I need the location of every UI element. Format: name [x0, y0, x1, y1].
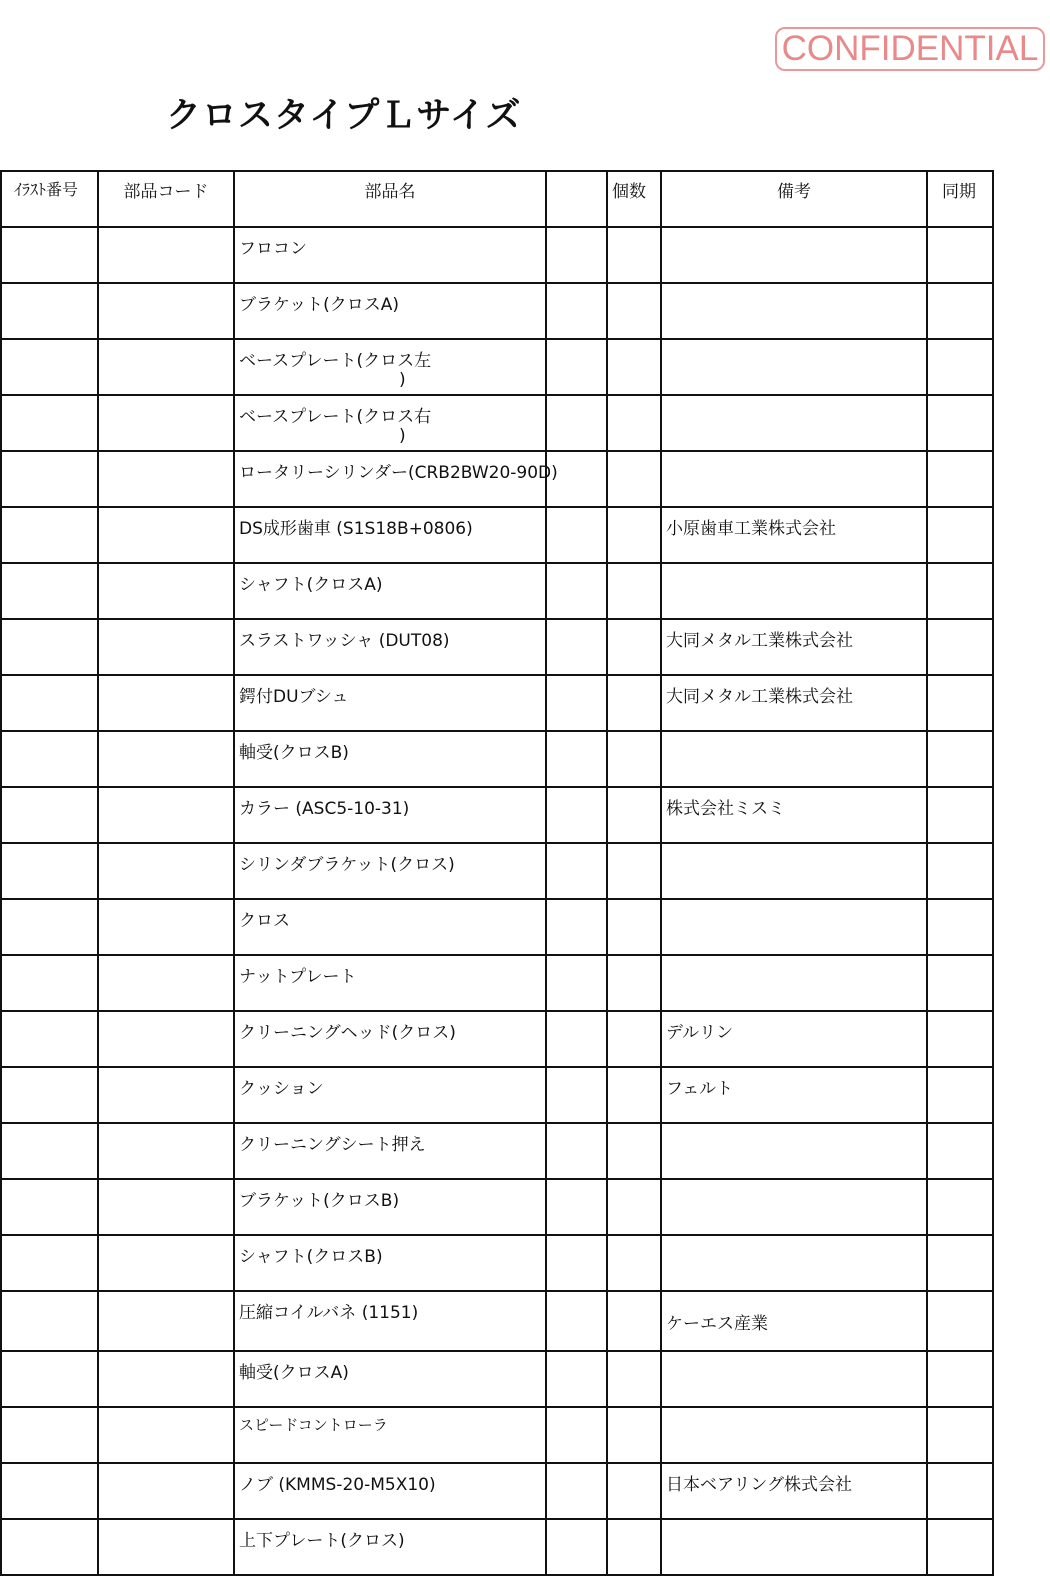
remark-text: デルリン	[666, 1023, 734, 1043]
part-name-cell	[234, 227, 546, 283]
qty-cell	[607, 1123, 661, 1179]
remarks-cell	[661, 1067, 927, 1123]
part-name: スラストワッシャ (DUT08)	[239, 631, 450, 651]
qty-cell	[607, 899, 661, 955]
blank-cell	[546, 507, 607, 563]
header-qty: 個数	[607, 171, 661, 227]
part-code-cell	[98, 1123, 234, 1179]
part-name: クリーニングヘッド(クロス)	[239, 1023, 456, 1043]
blank-cell	[546, 955, 607, 1011]
qty-cell	[607, 1011, 661, 1067]
table-row	[1, 1235, 993, 1291]
remarks-cell	[661, 1407, 927, 1463]
sync-cell	[927, 395, 993, 451]
part-code-cell	[98, 507, 234, 563]
part-code-cell	[98, 1519, 234, 1575]
blank-cell	[546, 1291, 607, 1351]
illust-no-cell	[1, 1123, 98, 1179]
part-name: 軸受(クロスA)	[239, 1363, 349, 1383]
part-name-cell	[234, 1291, 546, 1351]
sync-cell	[927, 1463, 993, 1519]
remark-text: 大同メタル工業株式会社	[666, 687, 853, 707]
illust-no-cell	[1, 731, 98, 787]
sync-cell	[927, 507, 993, 563]
part-name-continuation: )	[399, 370, 406, 390]
remarks-cell	[661, 1123, 927, 1179]
qty-cell	[607, 843, 661, 899]
qty-cell	[607, 787, 661, 843]
table-row	[1, 1291, 993, 1351]
part-code-cell	[98, 1291, 234, 1351]
qty-cell	[607, 1407, 661, 1463]
qty-cell	[607, 619, 661, 675]
part-name-cell	[234, 955, 546, 1011]
part-name: ブラケット(クロスA)	[239, 295, 400, 315]
illust-no-cell	[1, 955, 98, 1011]
part-name-cell	[234, 1011, 546, 1067]
qty-cell	[607, 1179, 661, 1235]
remarks-cell	[661, 563, 927, 619]
blank-cell	[546, 563, 607, 619]
illust-no-cell	[1, 227, 98, 283]
sync-cell	[927, 1351, 993, 1407]
remarks-cell	[661, 619, 927, 675]
part-code-cell	[98, 283, 234, 339]
remark-text: ケーエス産業	[666, 1313, 768, 1334]
part-name-cell	[234, 675, 546, 731]
remarks-cell	[661, 283, 927, 339]
sync-cell	[927, 563, 993, 619]
part-name-cell	[234, 507, 546, 563]
illust-no-cell	[1, 507, 98, 563]
blank-cell	[546, 619, 607, 675]
part-code-cell	[98, 1407, 234, 1463]
remark-text: 日本ベアリング株式会社	[666, 1475, 852, 1495]
part-code-cell	[98, 619, 234, 675]
part-code-cell	[98, 899, 234, 955]
illust-no-cell	[1, 339, 98, 395]
sync-cell	[927, 1067, 993, 1123]
sync-cell	[927, 227, 993, 283]
part-name: ベースプレート(クロス右	[239, 407, 432, 427]
header-illust-no: ｲﾗｽﾄ番号	[1, 171, 98, 227]
sync-cell	[927, 731, 993, 787]
blank-cell	[546, 787, 607, 843]
part-code-cell	[98, 1067, 234, 1123]
table-row	[1, 1067, 993, 1123]
illust-no-cell	[1, 1011, 98, 1067]
remark-text: 株式会社ミスミ	[666, 799, 785, 819]
part-name-cell	[234, 619, 546, 675]
sync-cell	[927, 1519, 993, 1575]
sync-cell	[927, 843, 993, 899]
qty-cell	[607, 227, 661, 283]
blank-cell	[546, 1067, 607, 1123]
qty-cell	[607, 339, 661, 395]
part-code-cell	[98, 843, 234, 899]
remarks-cell	[661, 843, 927, 899]
sync-cell	[927, 619, 993, 675]
sync-cell	[927, 899, 993, 955]
remarks-cell	[661, 507, 927, 563]
table-row	[1, 1351, 993, 1407]
remarks-cell	[661, 955, 927, 1011]
sync-cell	[927, 955, 993, 1011]
remarks-cell	[661, 731, 927, 787]
remark-text: 大同メタル工業株式会社	[666, 631, 853, 651]
qty-cell	[607, 955, 661, 1011]
part-name-cell	[234, 899, 546, 955]
illust-no-cell	[1, 1463, 98, 1519]
illust-no-cell	[1, 787, 98, 843]
qty-cell	[607, 563, 661, 619]
part-name-cell	[234, 395, 546, 451]
blank-cell	[546, 339, 607, 395]
qty-cell	[607, 1291, 661, 1351]
header-sync: 同期	[927, 171, 993, 227]
confidential-stamp: CONFIDENTIAL	[775, 27, 1045, 71]
part-name-cell	[234, 283, 546, 339]
blank-cell	[546, 1463, 607, 1519]
part-name-cell	[234, 787, 546, 843]
table-row	[1, 283, 993, 339]
table-row	[1, 955, 993, 1011]
illust-no-cell	[1, 395, 98, 451]
table-row	[1, 675, 993, 731]
illust-no-cell	[1, 563, 98, 619]
blank-cell	[546, 843, 607, 899]
sync-cell	[927, 1123, 993, 1179]
part-code-cell	[98, 1179, 234, 1235]
part-name: スピードコントローラ	[239, 1416, 388, 1434]
illust-no-cell	[1, 1351, 98, 1407]
qty-cell	[607, 507, 661, 563]
part-code-cell	[98, 227, 234, 283]
sync-cell	[927, 1291, 993, 1351]
remarks-cell	[661, 1291, 927, 1351]
qty-cell	[607, 283, 661, 339]
blank-cell	[546, 1011, 607, 1067]
part-code-cell	[98, 787, 234, 843]
part-name: シャフト(クロスB)	[239, 1247, 383, 1267]
qty-cell	[607, 731, 661, 787]
remarks-cell	[661, 1011, 927, 1067]
part-name: DS成形歯車 (S1S18B+0806)	[239, 519, 473, 539]
remarks-cell	[661, 1235, 927, 1291]
qty-cell	[607, 451, 661, 507]
illust-no-cell	[1, 1519, 98, 1575]
header-blank	[546, 171, 607, 227]
blank-cell	[546, 675, 607, 731]
part-code-cell	[98, 1235, 234, 1291]
header-row	[1, 171, 993, 227]
remarks-cell	[661, 227, 927, 283]
part-name: ノブ (KMMS-20-M5X10)	[239, 1475, 436, 1495]
table-row	[1, 1011, 993, 1067]
part-name: クロス	[239, 911, 290, 931]
blank-cell	[546, 731, 607, 787]
remarks-cell	[661, 899, 927, 955]
table-row	[1, 899, 993, 955]
part-name: 鍔付DUブシュ	[239, 687, 349, 707]
illust-no-cell	[1, 1407, 98, 1463]
remark-text: 小原歯車工業株式会社	[666, 519, 836, 539]
sync-cell	[927, 1179, 993, 1235]
part-name: ロータリーシリンダー(CRB2BW20-90D)	[239, 463, 558, 483]
part-code-cell	[98, 451, 234, 507]
blank-cell	[546, 1407, 607, 1463]
part-name-cell	[234, 1235, 546, 1291]
remarks-cell	[661, 395, 927, 451]
table-row	[1, 339, 993, 395]
blank-cell	[546, 395, 607, 451]
part-code-cell	[98, 1463, 234, 1519]
table-row	[1, 619, 993, 675]
remarks-cell	[661, 787, 927, 843]
part-name-cell	[234, 563, 546, 619]
blank-cell	[546, 227, 607, 283]
table-row	[1, 507, 993, 563]
part-name: カラー (ASC5-10-31)	[239, 799, 410, 819]
part-name: ブラケット(クロスB)	[239, 1191, 400, 1211]
part-code-cell	[98, 395, 234, 451]
remarks-cell	[661, 1179, 927, 1235]
part-name-cell	[234, 1407, 546, 1463]
part-name-continuation: )	[399, 426, 406, 446]
blank-cell	[546, 1351, 607, 1407]
table-row	[1, 395, 993, 451]
illust-no-cell	[1, 283, 98, 339]
qty-cell	[607, 1067, 661, 1123]
sync-cell	[927, 451, 993, 507]
sync-cell	[927, 1011, 993, 1067]
header-part-name: 部品名	[234, 171, 546, 227]
remark-text: フェルト	[666, 1079, 734, 1099]
illust-no-cell	[1, 675, 98, 731]
page-title: クロスタイプＬサイズ	[166, 96, 522, 136]
part-code-cell	[98, 1011, 234, 1067]
illust-no-cell	[1, 1067, 98, 1123]
part-code-cell	[98, 339, 234, 395]
part-name-cell	[234, 1519, 546, 1575]
qty-cell	[607, 1519, 661, 1575]
part-name-cell	[234, 1179, 546, 1235]
table-row	[1, 1179, 993, 1235]
part-name: クッション	[239, 1079, 324, 1099]
part-name-cell	[234, 1351, 546, 1407]
table-row	[1, 1407, 993, 1463]
illust-no-cell	[1, 1235, 98, 1291]
blank-cell	[546, 899, 607, 955]
remarks-cell	[661, 1351, 927, 1407]
part-name: 圧縮コイルバネ (1151)	[239, 1303, 419, 1323]
table-row	[1, 787, 993, 843]
remarks-cell	[661, 675, 927, 731]
part-name: シャフト(クロスA)	[239, 575, 383, 595]
part-name-cell	[234, 731, 546, 787]
parts-table	[0, 170, 994, 1576]
part-code-cell	[98, 563, 234, 619]
illust-no-cell	[1, 619, 98, 675]
illust-no-cell	[1, 1291, 98, 1351]
part-name: 軸受(クロスB)	[239, 743, 349, 763]
part-name: 上下プレート(クロス)	[239, 1531, 405, 1551]
part-code-cell	[98, 675, 234, 731]
part-name: ベースプレート(クロス左	[239, 351, 432, 371]
remarks-cell	[661, 1463, 927, 1519]
part-name-cell	[234, 843, 546, 899]
table-row	[1, 1463, 993, 1519]
remarks-cell	[661, 339, 927, 395]
part-code-cell	[98, 955, 234, 1011]
part-name-cell	[234, 1123, 546, 1179]
header-part-code: 部品コード	[98, 171, 234, 227]
part-name-cell	[234, 451, 558, 507]
part-name: クリーニングシート押え	[239, 1135, 426, 1155]
qty-cell	[607, 675, 661, 731]
qty-cell	[607, 395, 661, 451]
part-name: シリンダブラケット(クロス)	[239, 855, 455, 875]
part-name: ナットプレート	[239, 967, 357, 987]
part-name-cell	[234, 339, 546, 395]
sync-cell	[927, 1235, 993, 1291]
part-name-cell	[234, 1463, 546, 1519]
part-name-cell	[234, 1067, 546, 1123]
blank-cell	[546, 1519, 607, 1575]
qty-cell	[607, 1463, 661, 1519]
table-row	[1, 227, 993, 283]
sync-cell	[927, 339, 993, 395]
part-code-cell	[98, 731, 234, 787]
part-code-cell	[98, 1351, 234, 1407]
sync-cell	[927, 283, 993, 339]
illust-no-cell	[1, 1179, 98, 1235]
illust-no-cell	[1, 843, 98, 899]
table-row	[1, 451, 993, 507]
remarks-cell	[661, 451, 927, 507]
remarks-cell	[661, 1519, 927, 1575]
illust-no-cell	[1, 451, 98, 507]
table-row	[1, 1123, 993, 1179]
sync-cell	[927, 1407, 993, 1463]
illust-no-cell	[1, 899, 98, 955]
blank-cell	[546, 1123, 607, 1179]
table-row	[1, 843, 993, 899]
table-row	[1, 563, 993, 619]
part-name: フロコン	[239, 239, 307, 259]
sync-cell	[927, 675, 993, 731]
sync-cell	[927, 787, 993, 843]
qty-cell	[607, 1351, 661, 1407]
blank-cell	[546, 283, 607, 339]
qty-cell	[607, 1235, 661, 1291]
blank-cell	[546, 1235, 607, 1291]
blank-cell	[546, 1179, 607, 1235]
table-row	[1, 1519, 993, 1575]
header-remarks: 備考	[661, 171, 927, 227]
table-row	[1, 731, 993, 787]
